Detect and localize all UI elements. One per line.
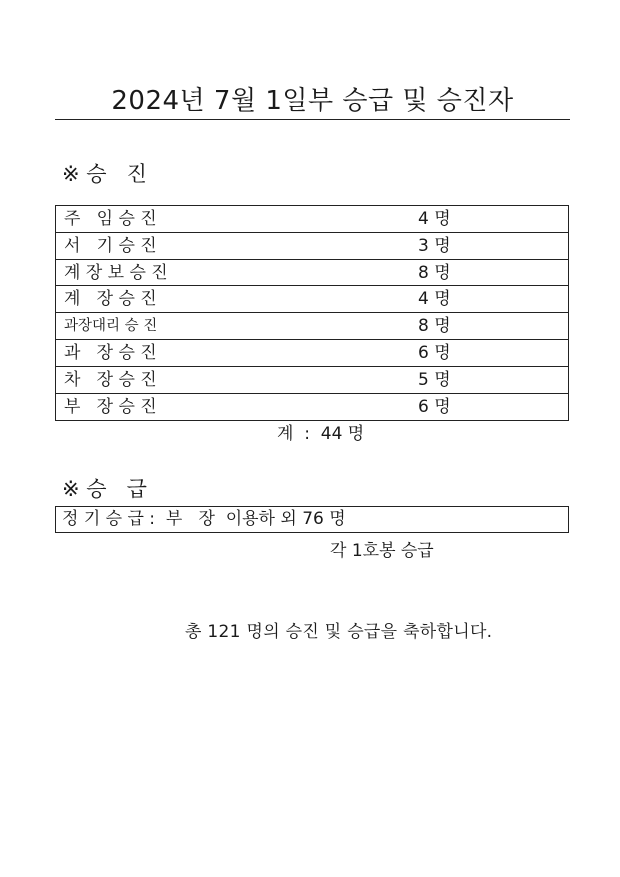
promotion-heading: ※ 승 진 bbox=[62, 162, 147, 186]
document-title: 2024년 7월 1일부 승급 및 승진자 bbox=[111, 86, 514, 116]
promotion-count: 3 명 bbox=[418, 235, 451, 256]
table-row bbox=[56, 394, 568, 421]
grade-box bbox=[55, 506, 569, 533]
promotion-table bbox=[55, 205, 569, 421]
table-row bbox=[56, 260, 568, 287]
table-row bbox=[56, 286, 568, 313]
promotion-rank-label: 차 장 승 진 bbox=[64, 369, 157, 390]
table-row bbox=[56, 206, 568, 233]
title-underline bbox=[55, 119, 570, 120]
promotion-total: 계 : 44 명 bbox=[277, 424, 365, 444]
promotion-count: 6 명 bbox=[418, 342, 451, 363]
promotion-count: 4 명 bbox=[418, 289, 451, 310]
promotion-rank-label: 계 장 승 진 bbox=[64, 289, 157, 310]
table-row bbox=[56, 340, 568, 367]
promotion-count: 8 명 bbox=[418, 262, 451, 283]
table-row bbox=[56, 313, 568, 340]
congratulations-message: 총 121 명의 승진 및 승급을 축하합니다. bbox=[185, 622, 493, 642]
promotion-rank-label: 서 기 승 진 bbox=[64, 235, 157, 256]
promotion-rank-label: 과장대리 승 진 bbox=[64, 318, 158, 335]
promotion-rank-label: 과 장 승 진 bbox=[64, 342, 157, 363]
regular-grade-text: 정 기 승 급 : 부 장 이용하 외 76 명 bbox=[62, 509, 346, 529]
promotion-count: 8 명 bbox=[418, 316, 451, 337]
promotion-rank-label: 주 임 승 진 bbox=[64, 209, 157, 229]
table-row bbox=[56, 233, 568, 260]
promotion-rank-label: 부 장 승 진 bbox=[64, 396, 157, 417]
promotion-rank-label: 계 장 보 승 진 bbox=[64, 262, 168, 283]
grade-heading: ※ 승 급 bbox=[62, 477, 147, 501]
table-row bbox=[56, 367, 568, 394]
promotion-count: 5 명 bbox=[418, 369, 451, 390]
promotion-count: 6 명 bbox=[418, 396, 451, 417]
grade-note: 각 1호봉 승급 bbox=[330, 541, 434, 561]
promotion-count: 4 명 bbox=[418, 209, 451, 229]
